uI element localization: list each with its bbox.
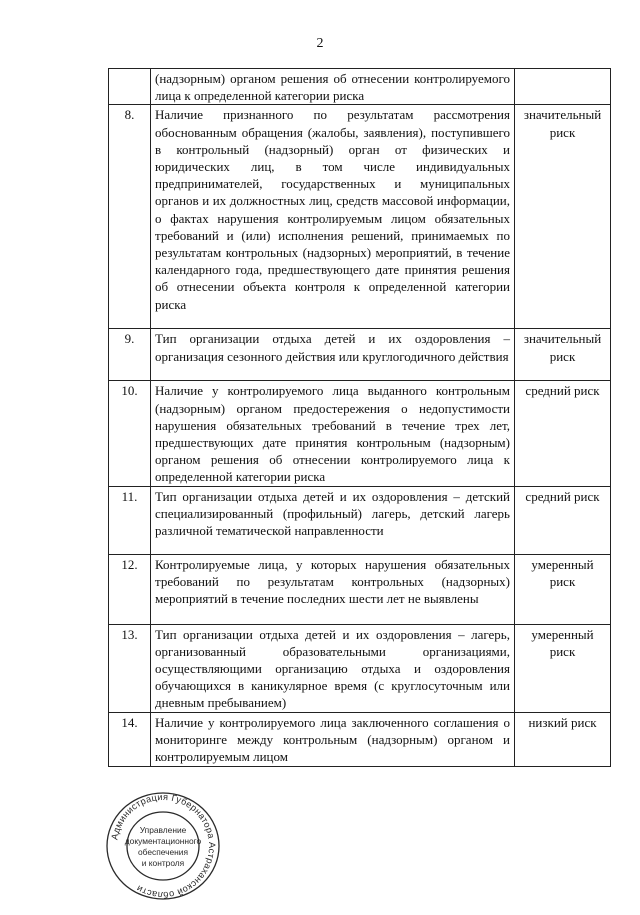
risk-criteria-table <box>108 68 611 767</box>
table-row <box>109 554 611 624</box>
table-row <box>109 105 611 329</box>
official-stamp <box>98 790 228 902</box>
row-number: 14. <box>109 712 151 766</box>
row-number: 10. <box>109 381 151 486</box>
row-risk-category: низкий риск <box>515 712 611 766</box>
row-description: Наличие признанного по результатам рассмотрения обоснованным обращения (жалобы, заявления), поступившего в контрольный (надзорный) орган от физических и юридических лиц, в том числе индивидуальных предпринимателей, государственных и муниципальных органов и их должностных лиц, средств массовой информации, о фактах нарушения контролируемым лицом обязательных требований и (или) исполнения решений, принимаемых по результатам контрольных (надзорных) мероприятий, в течение календарного года, предшествующего дате принятия решения об отнесении объекта контроля к определенной категории риска <box>151 105 515 329</box>
row-risk-category: умеренный риск <box>515 554 611 624</box>
table-row <box>109 712 611 766</box>
table-row <box>109 624 611 712</box>
row-risk-category: средний риск <box>515 381 611 486</box>
row-risk-category <box>515 69 611 105</box>
row-risk-category: умеренный риск <box>515 624 611 712</box>
stamp-inner-ring <box>127 812 199 880</box>
table-row <box>109 381 611 486</box>
row-description: Контролируемые лица, у которых нарушения обязательных требований по результатам контрольных (надзорных) мероприятий в течение последних шести лет не выявлены <box>151 554 515 624</box>
row-number: 9. <box>109 329 151 381</box>
row-description: Наличие у контролируемого лица заключенного соглашения о мониторинге между контрольным (надзорным) органом и контролируемым лицом <box>151 712 515 766</box>
row-number <box>109 69 151 105</box>
table-row <box>109 69 611 105</box>
row-number: 12. <box>109 554 151 624</box>
row-description: Тип организации отдыха детей и их оздоровления – лагерь, организованный образовательными организациями, осуществляющими организацию отдыха и оздоровления обучающихся в каникулярное время (с круглосуточным или дневным пребыванием) <box>151 624 515 712</box>
row-risk-category: значительный риск <box>515 329 611 381</box>
table-row <box>109 329 611 381</box>
table-row <box>109 486 611 554</box>
row-description: Тип организации отдыха детей и их оздоровления – организация сезонного действия или круглогодичного действия <box>151 329 515 381</box>
stamp-center-line: документационного <box>124 836 202 846</box>
row-description: (надзорным) органом решения об отнесении контролируемого лица к определенной категории риска <box>151 69 515 105</box>
row-risk-category: средний риск <box>515 486 611 554</box>
stamp-center-line: и контроля <box>141 858 185 868</box>
row-number: 8. <box>109 105 151 329</box>
stamp-center-line: обеспечения <box>138 847 188 857</box>
stamp-ring-text: Администрация Губернатора Астраханской области <box>109 791 218 901</box>
row-number: 11. <box>109 486 151 554</box>
row-description: Наличие у контролируемого лица выданного контрольным (надзорным) органом предостережения о недопустимости нарушения обязательных требований в течение трех лет, предшествующих дате принятия контрольным (надзорным) органом решения об отнесении контролируемого лица к определенной категории риска <box>151 381 515 486</box>
page-number: 2 <box>316 36 324 51</box>
row-number: 13. <box>109 624 151 712</box>
stamp-center-line: Управление <box>139 825 187 835</box>
row-risk-category: значительный риск <box>515 105 611 329</box>
row-description: Тип организации отдыха детей и их оздоровления – детский специализированный (профильный) лагерь, детский лагерь различной тематической направленности <box>151 486 515 554</box>
